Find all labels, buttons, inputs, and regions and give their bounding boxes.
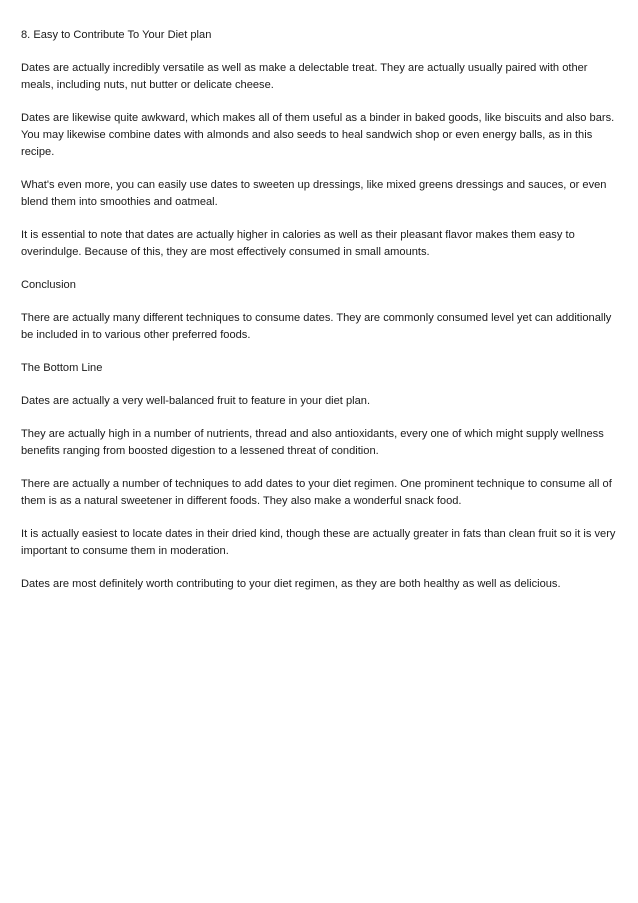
paragraph-nutrients: They are actually high in a number of nutrients, thread and also antioxidants, every one of which might supply wellness benefits ranging from boosted digestion to a lessened threat of condition. [21,428,604,457]
paragraph-well-balanced: Dates are actually a very well-balanced fruit to feature in your diet plan. [21,395,371,407]
paragraph-add-dates: There are actually a number of techniques to add dates to your diet regimen. One prominent technique to consume all of them is as a natural sweetener in different foods. They also make a wonderful snack food. [21,478,612,507]
section-heading-conclusion: Conclusion [21,279,76,291]
paragraph-worth-contributing: Dates are most definitely worth contributing to your diet regimen, as they are both healthy as well as delicious. [21,578,561,590]
paragraph-sweeten: What's even more, you can easily use dates to sweeten up dressings, like mixed greens dressings and sauces, or even blend them into smoothies and oatmeal. [21,179,607,208]
paragraph-versatile: Dates are actually incredibly versatile as well as make a delectable treat. They are actually usually paired with other meals, including nuts, nut butter or delicate cheese. [21,62,588,91]
paragraph-calories: It is essential to note that dates are actually higher in calories as well as their pleasant flavor makes them easy to overindulge. Because of this, they are most effectively consumed in small amounts. [21,229,575,258]
document-body [21,27,619,609]
section-heading-easy-to-contribute: 8. Easy to Contribute To Your Diet plan [21,29,212,41]
paragraph-techniques: There are actually many different techniques to consume dates. They are commonly consumed level yet can additionally be included in to various other preferred foods. [21,312,612,341]
paragraph-dried-kind: It is actually easiest to locate dates in their dried kind, though these are actually greater in fats than clean fruit so it is very important to consume them in moderation. [21,528,616,557]
paragraph-binder: Dates are likewise quite awkward, which makes all of them useful as a binder in baked goods, like biscuits and also bars. You may likewise combine dates with almonds and also seeds to heal sandwich shop or even energy balls, as in this recipe. [21,112,615,158]
section-heading-bottom-line: The Bottom Line [21,362,103,374]
